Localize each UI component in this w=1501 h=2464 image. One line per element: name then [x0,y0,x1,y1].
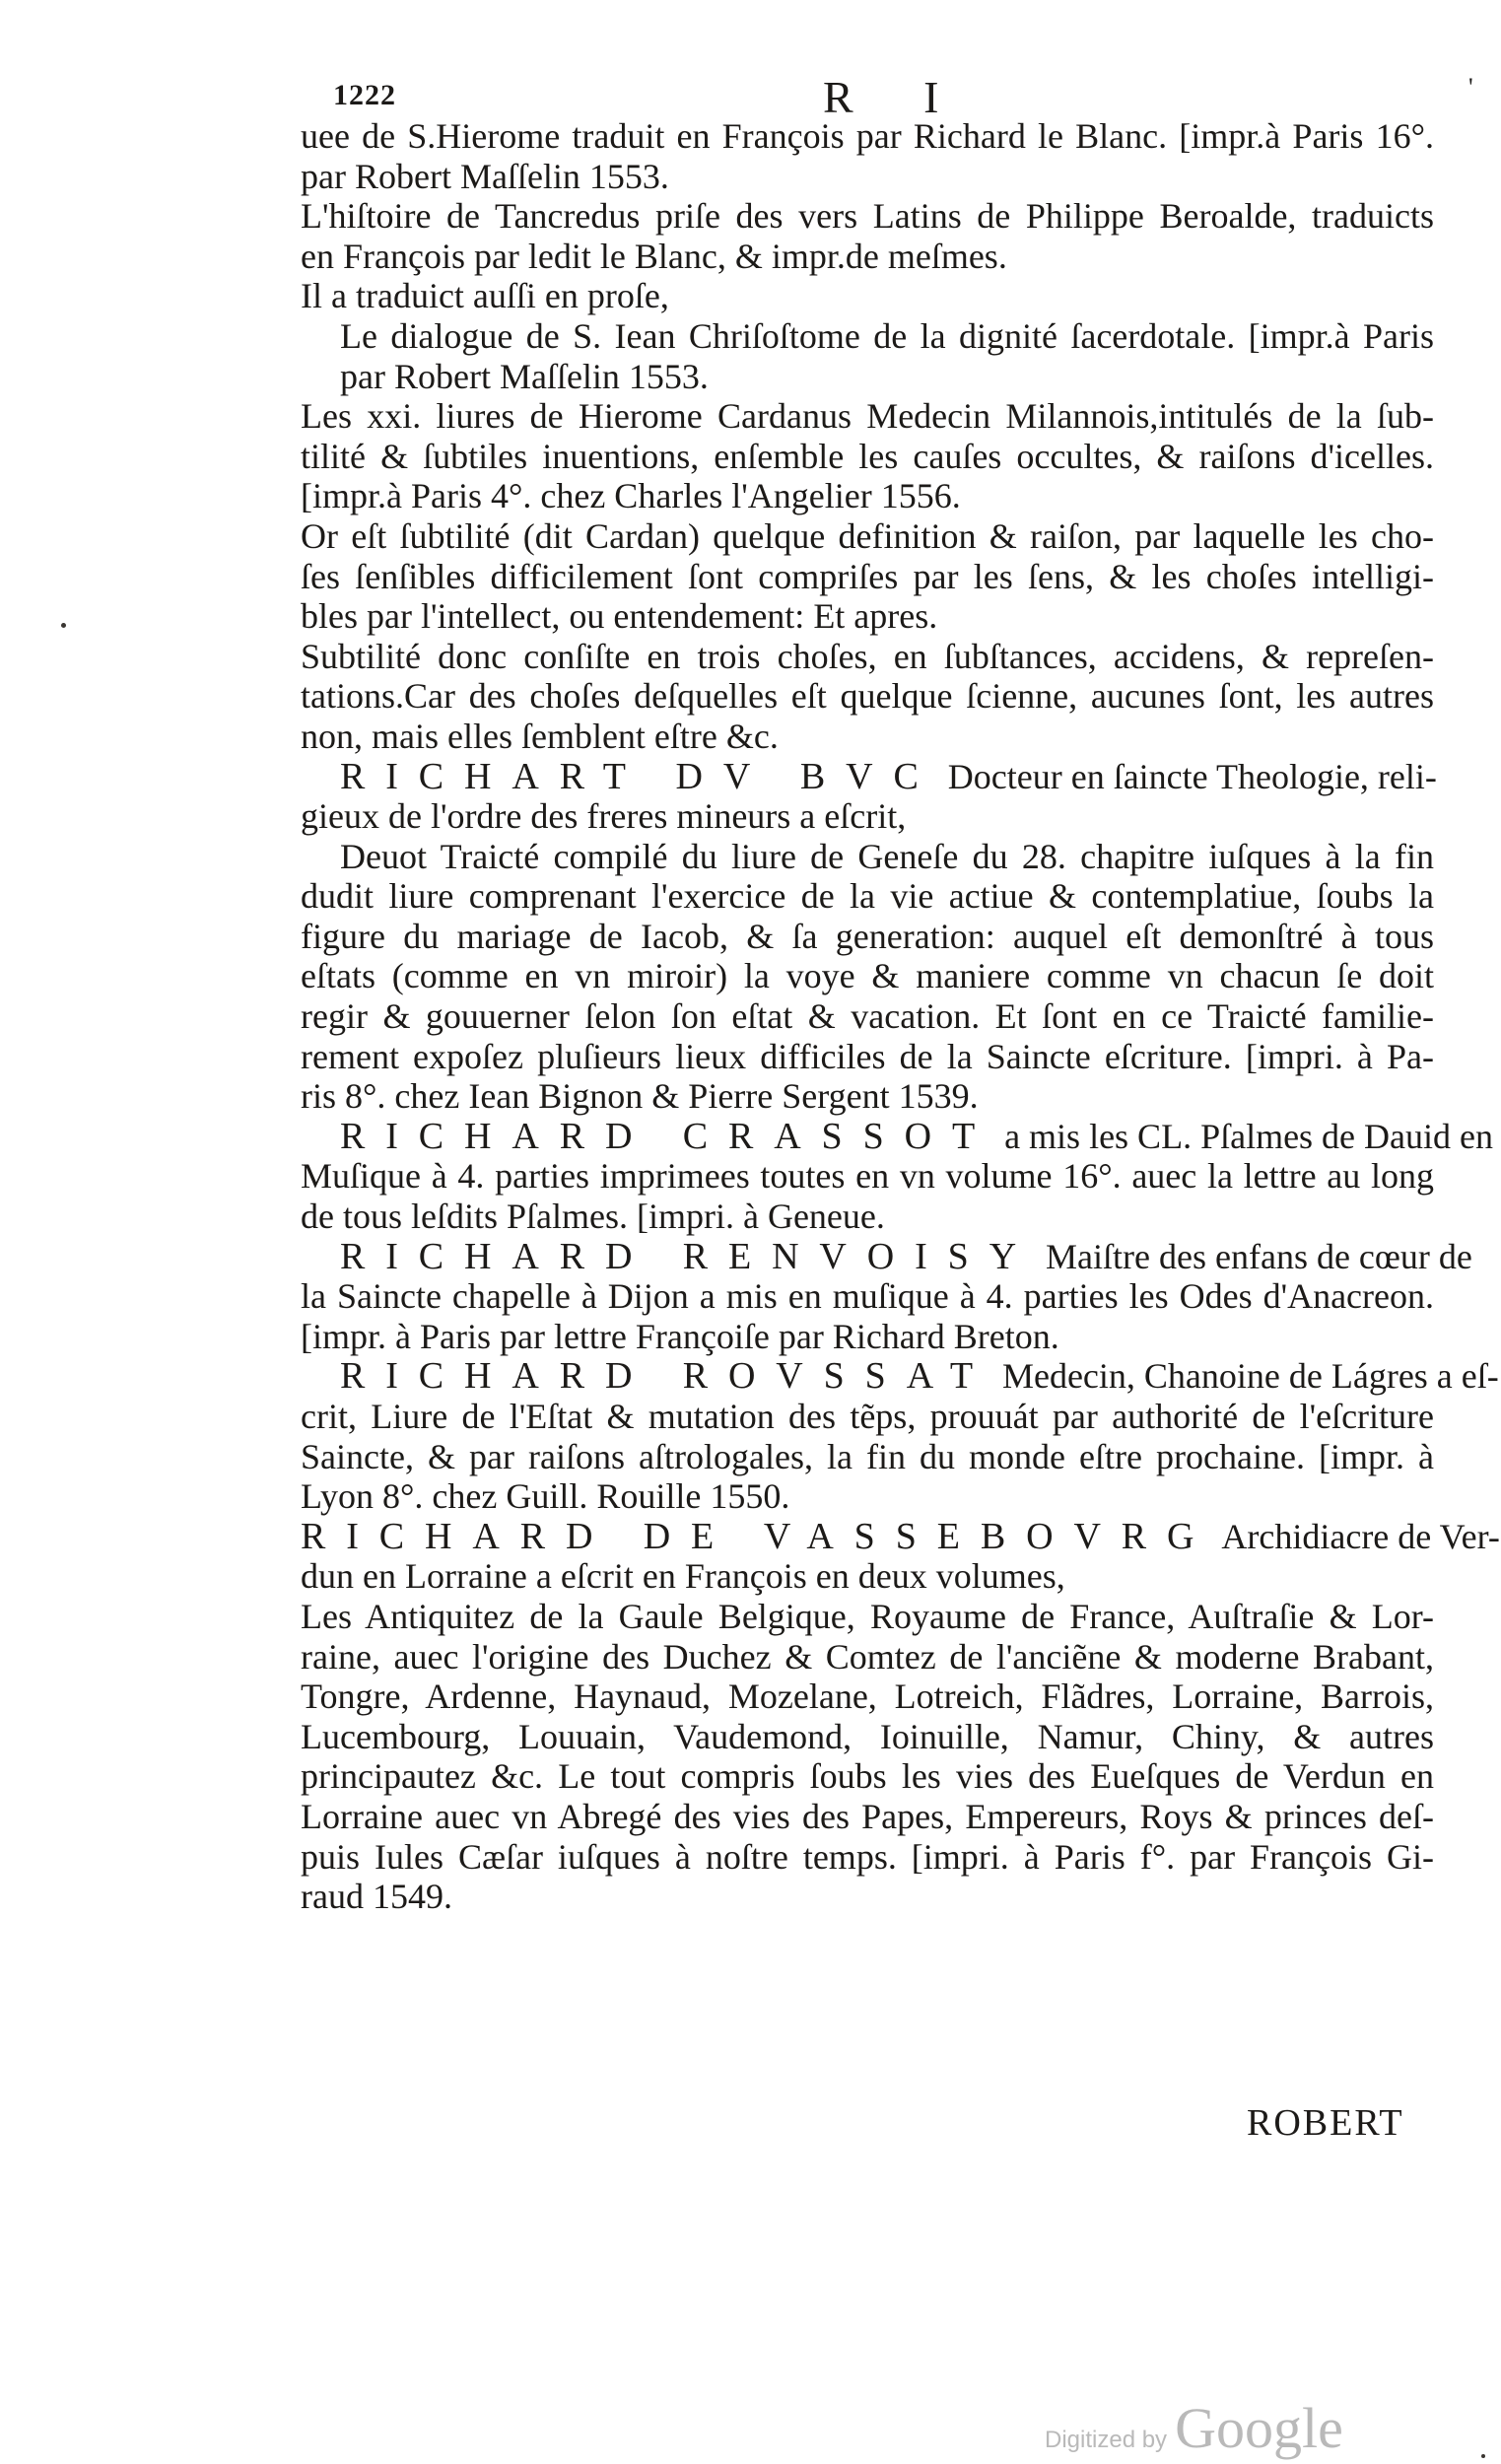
text-line [301,996,1434,1037]
line-text: Les xxi. liures de Hierome Cardanus Medecin Milannois,intitulés de la ſub- [301,396,1434,437]
author-name: RICHARD DE VASSEBOVRG [301,1515,1215,1557]
text-line [301,276,1434,316]
text-line [301,1877,1434,1917]
line-text: Archidiacre de Ver- [1214,1516,1500,1556]
line-text: Maiſtre des enfans de cœur de [1037,1236,1472,1276]
entry-heading-line [301,1355,1499,1398]
text-line [301,1076,1434,1117]
line-text: ris 8°. chez Iean Bignon & Pierre Sergent 1539. [301,1076,979,1117]
text-line [301,876,1434,917]
text-line [301,1156,1434,1197]
page-number: 1222 [333,79,396,111]
text-line [301,1317,1434,1357]
line-text: Le dialogue de S. Iean Chriſoſtome de la dignité ſacerdotale. [impr.à Paris [340,315,1434,356]
corner-mark: ' [1468,73,1473,102]
line-text: eſtats (comme en vn miroir) la voye & maniere comme vn chacun ſe doit [301,956,1434,996]
text-line [301,1397,1434,1437]
text-line [301,1797,1434,1837]
entry-heading-line [301,1515,1500,1557]
line-text: Medecin, Chanoine de Lágres a eſ- [992,1356,1499,1397]
entry-heading-line [301,755,1437,797]
line-text: tations.Car des choſes deſquelles eſt quelque ſcienne, aucunes ſont, les autres [301,676,1434,717]
line-text: Lucembourg, Louuain, Vaudemond, Ioinuille, Namur, Chiny, & autres [301,1716,1434,1756]
text-line [301,676,1434,717]
text-line [301,1437,1434,1477]
watermark-prefix: Digitized by [1045,2427,1168,2453]
text-line [301,1476,1434,1517]
line-text: Deuot Traicté compilé du liure de Geneſe du 28. chapitre iuſques à la fin [340,836,1434,876]
text-line [301,1837,1434,1878]
line-text: tilité & ſubtiles inuentions, enſemble les cauſes occultes, & raiſons d'icelles. [301,436,1434,476]
line-text: uee de S.Hierome traduit en François par Richard le Blanc. [impr.à Paris 16°. [301,116,1434,156]
text-line [301,596,1434,637]
text-line [301,1637,1434,1677]
author-name: RICHARD ROVSSAT [340,1355,993,1398]
line-text: Subtilité donc conſiſte en trois choſes, en ſubſtances, accidens, & repreſen- [301,636,1434,676]
scan-speck [61,623,66,628]
text-line [301,917,1434,957]
line-text: Or eſt ſubtilité (dit Cardan) quelque definition & raiſon, par laquelle les cho- [301,515,1434,556]
running-head: R I [823,72,969,122]
text-line [301,1556,1434,1597]
text-line [301,637,1434,677]
line-text: regir & gouuerner ſelon ſon eſtat & vacation. Et ſont en ce Traicté familie- [301,996,1434,1037]
text-line [301,116,1434,157]
line-text: par Robert Maſſelin 1553. [340,356,709,396]
text-line [301,196,1434,237]
text-line [301,837,1434,877]
author-name: RICHART DV BVC [340,755,939,797]
line-text: L'hiſtoire de Tancredus priſe des vers Latins de Philippe Beroalde, traduicts [301,196,1434,237]
line-text: gieux de l'ordre des freres mineurs a eſcrit, [301,796,907,837]
text-line [301,1677,1434,1717]
text-line [301,476,1434,516]
line-text: [impr.à Paris 4°. chez Charles l'Angelier 1556. [301,476,961,516]
line-text: crit, Liure de l'Eſtat & mutation des tẽps, prouuát par authorité de l'eſcriture [301,1397,1434,1436]
line-text: Lorraine auec vn Abregé des vies des Papes, Empereurs, Roys & princes deſ- [301,1796,1434,1836]
line-text: principautez &c. Le tout compris ſoubs les vies des Eueſques de Verdun en [301,1756,1434,1797]
line-text: en François par ledit le Blanc, & impr.de meſmes. [301,236,1007,276]
text-line [301,1597,1434,1637]
text-line [301,717,1434,757]
text-line [301,237,1434,277]
text-line [301,357,1434,397]
line-text: la Saincte chapelle à Dijon a mis en muſique à 4. parties les Odes d'Anacreon. [301,1276,1434,1317]
text-line [301,1276,1434,1317]
line-text: puis Iules Cæſar iuſques à noſtre temps. [impri. à Paris f°. par François Gi- [301,1836,1434,1877]
text-line [301,1037,1434,1077]
text-line [301,437,1434,477]
text-line [301,157,1434,197]
entry-heading-line [301,1235,1472,1277]
line-text: rement expoſez pluſieurs lieux difficiles de la Saincte eſcriture. [impri. à Pa- [301,1036,1434,1076]
line-text: a mis les CL. Pſalmes de Dauid en [995,1116,1493,1156]
digitized-watermark [1045,2395,1343,2461]
line-text: dudit liure comprenant l'exercice de la vie actiue & contemplatiue, ſoubs la [301,876,1434,917]
line-text: Les Antiquitez de la Gaule Belgique, Royaume de France, Auſtraſie & Lor- [301,1596,1434,1636]
watermark-brand: Google [1175,2396,1343,2460]
line-text: raud 1549. [301,1877,452,1917]
catchword: ROBERT [1247,2102,1404,2144]
text-line [301,516,1434,557]
line-text: ſes ſenſibles difficilement ſont compriſes par les ſens, & les choſes intelligi- [301,556,1434,596]
author-name: RICHARD CRASSOT [340,1115,996,1157]
text-line [301,1756,1434,1797]
text-line [301,396,1434,437]
text-line [301,956,1434,996]
line-text: figure du mariage de Iacob, & ſa generation: auquel eſt demonſtré à tous [301,916,1434,956]
line-text: non, mais elles ſemblent eſtre &c. [301,716,779,756]
line-text: Tongre, Ardenne, Haynaud, Mozelane, Lotreich, Flãdres, Lorraine, Barrois, [301,1677,1434,1717]
entry-heading-line [301,1115,1493,1157]
scan-speck [1481,2454,1485,2458]
text-line [301,796,1434,837]
line-text: Lyon 8°. chez Guill. Rouille 1550. [301,1476,790,1517]
line-text: [impr. à Paris par lettre Françoiſe par Richard Breton. [301,1316,1059,1356]
author-name: RICHARD RENVOISY [340,1235,1038,1277]
text-line [301,316,1434,357]
line-text: raine, auec l'origine des Duchez & Comtez de l'anciẽne & moderne Brabant, [301,1636,1434,1677]
line-text: bles par l'intellect, ou entendement: Et apres. [301,596,938,637]
text-line [301,557,1434,597]
line-text: Saincte, & par raiſons aſtrologales, la fin du monde eſtre prochaine. [impr. à [301,1436,1434,1476]
line-text: Il a traduict auſſi en proſe, [301,276,669,316]
body-text [301,116,1500,1917]
line-text: Docteur en ſaincte Theologie, reli- [938,756,1437,796]
text-line [301,1717,1434,1757]
text-line [301,1197,1434,1237]
line-text: par Robert Maſſelin 1553. [301,156,669,196]
line-text: Muſique à 4. parties imprimees toutes en vn volume 16°. auec la lettre au long [301,1156,1434,1197]
line-text: dun en Lorraine a eſcrit en François en deux volumes, [301,1556,1065,1597]
line-text: de tous leſdits Pſalmes. [impri. à Geneue. [301,1197,885,1237]
